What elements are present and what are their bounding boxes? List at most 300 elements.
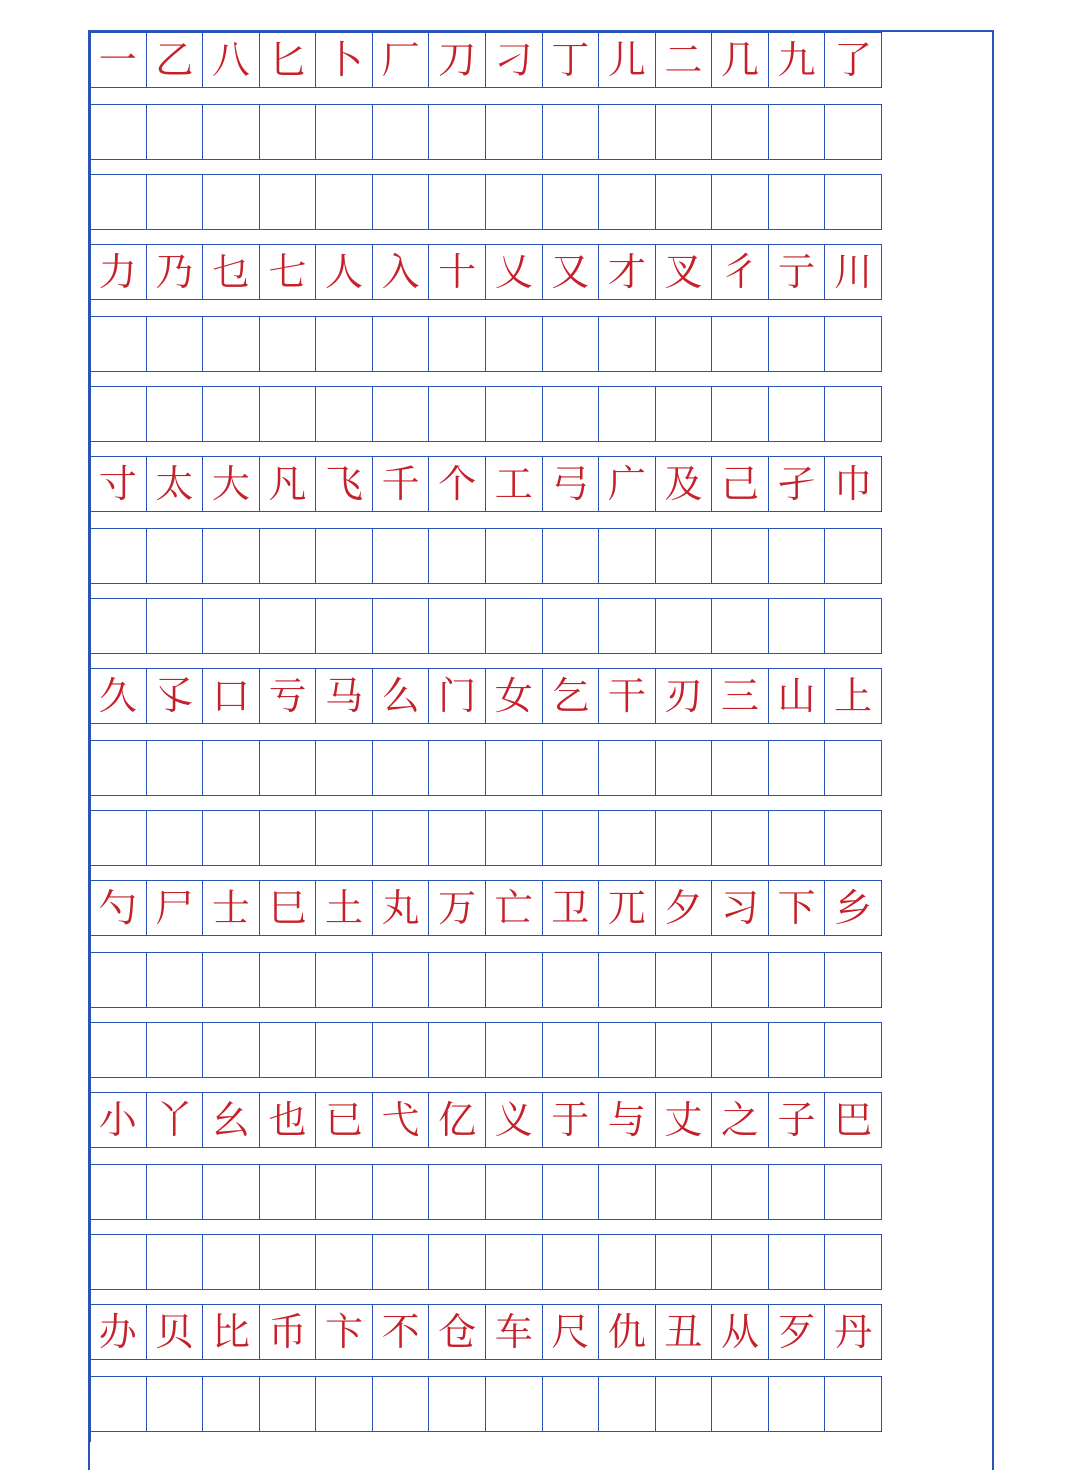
character-cell: 刀	[429, 33, 486, 87]
practice-row	[90, 740, 882, 796]
practice-cell[interactable]	[429, 529, 486, 583]
practice-cell[interactable]	[656, 1023, 713, 1077]
practice-cell[interactable]	[599, 1235, 656, 1289]
practice-cell[interactable]	[712, 811, 769, 865]
practice-cell[interactable]	[486, 811, 543, 865]
character-cell: 久	[90, 669, 147, 723]
practice-cell[interactable]	[486, 105, 543, 159]
practice-cell[interactable]	[486, 599, 543, 653]
character-cell: 三	[712, 669, 769, 723]
practice-cell[interactable]	[90, 1023, 147, 1077]
character-cell: 习	[712, 881, 769, 935]
practice-cell[interactable]	[825, 1165, 882, 1219]
practice-cell[interactable]	[429, 953, 486, 1007]
practice-cell[interactable]	[429, 811, 486, 865]
practice-row	[90, 810, 882, 866]
character-row	[90, 32, 882, 88]
practice-cell[interactable]	[316, 1377, 373, 1431]
character-cell: 丸	[373, 881, 430, 935]
practice-cell[interactable]	[203, 1235, 260, 1289]
practice-cell[interactable]	[90, 1235, 147, 1289]
practice-cell[interactable]	[769, 1235, 826, 1289]
character-cell: 一	[90, 33, 147, 87]
character-cell: 叉	[656, 245, 713, 299]
practice-cell[interactable]	[90, 1377, 147, 1431]
practice-cell[interactable]	[429, 741, 486, 795]
practice-cell[interactable]	[543, 1235, 600, 1289]
practice-cell[interactable]	[90, 1165, 147, 1219]
practice-cell[interactable]	[429, 317, 486, 371]
character-cell: 丑	[656, 1305, 713, 1359]
practice-cell[interactable]	[543, 529, 600, 583]
practice-cell[interactable]	[825, 317, 882, 371]
practice-cell[interactable]	[260, 175, 317, 229]
character-row	[90, 1304, 882, 1360]
character-cell: 勺	[90, 881, 147, 935]
practice-cell[interactable]	[203, 1023, 260, 1077]
practice-cell[interactable]	[90, 811, 147, 865]
practice-cell[interactable]	[656, 953, 713, 1007]
practice-cell[interactable]	[260, 387, 317, 441]
practice-cell[interactable]	[599, 811, 656, 865]
practice-cell[interactable]	[825, 105, 882, 159]
practice-cell[interactable]	[656, 529, 713, 583]
character-cell: 子	[769, 1093, 826, 1147]
practice-cell[interactable]	[203, 1165, 260, 1219]
practice-cell[interactable]	[147, 1377, 204, 1431]
practice-cell[interactable]	[769, 1023, 826, 1077]
practice-cell[interactable]	[543, 1023, 600, 1077]
character-cell: 孑	[769, 457, 826, 511]
character-cell: 口	[203, 669, 260, 723]
practice-cell[interactable]	[316, 811, 373, 865]
character-cell: 刁	[486, 33, 543, 87]
practice-cell[interactable]	[90, 175, 147, 229]
character-cell: 八	[203, 33, 260, 87]
practice-cell[interactable]	[429, 1377, 486, 1431]
character-cell: 下	[769, 881, 826, 935]
practice-cell[interactable]	[90, 105, 147, 159]
practice-cell[interactable]	[712, 1235, 769, 1289]
character-cell: 及	[656, 457, 713, 511]
character-cell: 寸	[90, 457, 147, 511]
practice-cell[interactable]	[712, 741, 769, 795]
practice-cell[interactable]	[486, 1377, 543, 1431]
character-cell: 乂	[486, 245, 543, 299]
practice-row	[90, 952, 882, 1008]
practice-cell[interactable]	[712, 317, 769, 371]
character-cell: 马	[316, 669, 373, 723]
character-cell: 不	[373, 1305, 430, 1359]
character-cell: 厂	[373, 33, 430, 87]
practice-cell[interactable]	[90, 387, 147, 441]
practice-cell[interactable]	[90, 741, 147, 795]
character-cell: 比	[203, 1305, 260, 1359]
practice-cell[interactable]	[373, 811, 430, 865]
practice-cell[interactable]	[769, 599, 826, 653]
character-cell: 刃	[656, 669, 713, 723]
character-cell: 了	[825, 33, 882, 87]
character-row	[90, 1092, 882, 1148]
character-cell: 丫	[147, 1093, 204, 1147]
practice-cell[interactable]	[203, 175, 260, 229]
character-cell: 乜	[203, 245, 260, 299]
practice-cell[interactable]	[486, 387, 543, 441]
practice-cell[interactable]	[373, 529, 430, 583]
practice-cell[interactable]	[486, 175, 543, 229]
practice-cell[interactable]	[203, 953, 260, 1007]
practice-cell[interactable]	[260, 105, 317, 159]
character-cell: 小	[90, 1093, 147, 1147]
character-cell: 贝	[147, 1305, 204, 1359]
character-cell: 丈	[656, 1093, 713, 1147]
character-cell: 从	[712, 1305, 769, 1359]
practice-cell[interactable]	[90, 317, 147, 371]
practice-cell[interactable]	[769, 105, 826, 159]
practice-row	[90, 1022, 882, 1078]
practice-cell[interactable]	[599, 741, 656, 795]
practice-cell[interactable]	[656, 105, 713, 159]
practice-cell[interactable]	[316, 1165, 373, 1219]
practice-cell[interactable]	[260, 1023, 317, 1077]
practice-cell[interactable]	[769, 317, 826, 371]
practice-row	[90, 316, 882, 372]
practice-cell[interactable]	[825, 1023, 882, 1077]
character-cell: 已	[316, 1093, 373, 1147]
character-cell: 丹	[825, 1305, 882, 1359]
practice-cell[interactable]	[316, 1023, 373, 1077]
character-cell: 彳	[712, 245, 769, 299]
character-cell: 广	[599, 457, 656, 511]
character-cell: 孓	[147, 669, 204, 723]
practice-cell[interactable]	[656, 387, 713, 441]
practice-cell[interactable]	[147, 105, 204, 159]
practice-cell[interactable]	[90, 529, 147, 583]
practice-cell[interactable]	[825, 175, 882, 229]
character-cell: 亡	[486, 881, 543, 935]
practice-cell[interactable]	[486, 1165, 543, 1219]
character-cell: 太	[147, 457, 204, 511]
practice-cell[interactable]	[373, 1235, 430, 1289]
character-cell: 七	[260, 245, 317, 299]
practice-cell[interactable]	[769, 1165, 826, 1219]
character-cell: 巴	[825, 1093, 882, 1147]
practice-cell[interactable]	[769, 387, 826, 441]
practice-cell[interactable]	[825, 953, 882, 1007]
practice-cell[interactable]	[260, 599, 317, 653]
practice-cell[interactable]	[712, 1377, 769, 1431]
practice-cell[interactable]	[825, 1377, 882, 1431]
practice-cell[interactable]	[825, 529, 882, 583]
practice-cell[interactable]	[316, 105, 373, 159]
practice-cell[interactable]	[429, 1235, 486, 1289]
character-cell: 儿	[599, 33, 656, 87]
character-cell: 仇	[599, 1305, 656, 1359]
practice-cell[interactable]	[599, 175, 656, 229]
practice-cell[interactable]	[373, 317, 430, 371]
practice-cell[interactable]	[429, 1165, 486, 1219]
practice-cell[interactable]	[656, 1377, 713, 1431]
character-cell: 巳	[260, 881, 317, 935]
practice-cell[interactable]	[486, 953, 543, 1007]
practice-cell[interactable]	[769, 529, 826, 583]
practice-cell[interactable]	[599, 317, 656, 371]
practice-cell[interactable]	[543, 811, 600, 865]
practice-cell[interactable]	[656, 741, 713, 795]
character-cell: 工	[486, 457, 543, 511]
practice-cell[interactable]	[147, 811, 204, 865]
practice-cell[interactable]	[656, 811, 713, 865]
character-cell: 与	[599, 1093, 656, 1147]
character-cell: 士	[203, 881, 260, 935]
practice-cell[interactable]	[486, 741, 543, 795]
practice-cell[interactable]	[656, 175, 713, 229]
character-cell: 义	[486, 1093, 543, 1147]
character-cell: 山	[769, 669, 826, 723]
character-cell: 又	[543, 245, 600, 299]
character-cell: 亿	[429, 1093, 486, 1147]
character-cell: 卞	[316, 1305, 373, 1359]
character-cell: 弋	[373, 1093, 430, 1147]
practice-cell[interactable]	[203, 741, 260, 795]
character-cell: 于	[543, 1093, 600, 1147]
character-row	[90, 456, 882, 512]
practice-cell[interactable]	[260, 741, 317, 795]
character-cell: 之	[712, 1093, 769, 1147]
practice-cell[interactable]	[543, 317, 600, 371]
character-cell: 亍	[769, 245, 826, 299]
practice-cell[interactable]	[316, 529, 373, 583]
character-cell: 兀	[599, 881, 656, 935]
practice-row	[90, 1376, 882, 1432]
character-cell: 乞	[543, 669, 600, 723]
practice-cell[interactable]	[656, 599, 713, 653]
practice-cell[interactable]	[543, 1377, 600, 1431]
practice-row	[90, 1164, 882, 1220]
practice-cell[interactable]	[543, 741, 600, 795]
practice-cell[interactable]	[825, 741, 882, 795]
practice-cell[interactable]	[486, 529, 543, 583]
practice-cell[interactable]	[316, 599, 373, 653]
practice-cell[interactable]	[147, 175, 204, 229]
character-cell: 夕	[656, 881, 713, 935]
character-cell: 乙	[147, 33, 204, 87]
practice-cell[interactable]	[543, 175, 600, 229]
practice-cell[interactable]	[712, 387, 769, 441]
practice-cell[interactable]	[543, 953, 600, 1007]
character-cell: 万	[429, 881, 486, 935]
practice-cell[interactable]	[712, 529, 769, 583]
practice-cell[interactable]	[712, 1165, 769, 1219]
practice-cell[interactable]	[260, 953, 317, 1007]
character-cell: 尸	[147, 881, 204, 935]
practice-cell[interactable]	[656, 317, 713, 371]
practice-cell[interactable]	[825, 811, 882, 865]
character-cell: 个	[429, 457, 486, 511]
practice-row	[90, 598, 882, 654]
character-cell: 女	[486, 669, 543, 723]
practice-cell[interactable]	[147, 741, 204, 795]
practice-cell[interactable]	[260, 811, 317, 865]
practice-cell[interactable]	[486, 1023, 543, 1077]
practice-row	[90, 104, 882, 160]
character-cell: 弓	[543, 457, 600, 511]
character-cell: 川	[825, 245, 882, 299]
character-cell: 飞	[316, 457, 373, 511]
practice-cell[interactable]	[825, 1235, 882, 1289]
practice-cell[interactable]	[543, 387, 600, 441]
practice-cell[interactable]	[599, 387, 656, 441]
practice-cell[interactable]	[373, 1023, 430, 1077]
practice-cell[interactable]	[599, 529, 656, 583]
practice-cell[interactable]	[373, 599, 430, 653]
practice-cell[interactable]	[712, 953, 769, 1007]
practice-cell[interactable]	[203, 811, 260, 865]
character-row	[90, 244, 882, 300]
practice-cell[interactable]	[429, 1023, 486, 1077]
practice-cell[interactable]	[147, 953, 204, 1007]
character-cell: 么	[373, 669, 430, 723]
character-row	[90, 880, 882, 936]
practice-cell[interactable]	[486, 1235, 543, 1289]
practice-cell[interactable]	[599, 1377, 656, 1431]
practice-cell[interactable]	[203, 1377, 260, 1431]
practice-cell[interactable]	[316, 387, 373, 441]
practice-cell[interactable]	[90, 599, 147, 653]
practice-row	[90, 1234, 882, 1290]
character-cell: 仓	[429, 1305, 486, 1359]
character-cell: 二	[656, 33, 713, 87]
character-cell: 入	[373, 245, 430, 299]
practice-cell[interactable]	[316, 953, 373, 1007]
character-cell: 干	[599, 669, 656, 723]
practice-cell[interactable]	[712, 175, 769, 229]
practice-row	[90, 528, 882, 584]
practice-cell[interactable]	[429, 175, 486, 229]
character-cell: 人	[316, 245, 373, 299]
practice-cell[interactable]	[429, 599, 486, 653]
character-cell: 也	[260, 1093, 317, 1147]
practice-cell[interactable]	[543, 1165, 600, 1219]
character-cell: 歹	[769, 1305, 826, 1359]
practice-cell[interactable]	[543, 105, 600, 159]
character-row	[90, 668, 882, 724]
character-cell: 凡	[260, 457, 317, 511]
practice-cell[interactable]	[599, 1023, 656, 1077]
practice-cell[interactable]	[486, 317, 543, 371]
practice-cell[interactable]	[712, 105, 769, 159]
character-cell: 九	[769, 33, 826, 87]
character-cell: 卫	[543, 881, 600, 935]
practice-cell[interactable]	[543, 599, 600, 653]
character-cell: 大	[203, 457, 260, 511]
practice-cell[interactable]	[373, 175, 430, 229]
character-cell: 千	[373, 457, 430, 511]
practice-cell[interactable]	[599, 105, 656, 159]
practice-cell[interactable]	[316, 741, 373, 795]
character-cell: 匕	[260, 33, 317, 87]
practice-cell[interactable]	[769, 811, 826, 865]
character-cell: 乡	[825, 881, 882, 935]
character-cell: 几	[712, 33, 769, 87]
practice-cell[interactable]	[373, 953, 430, 1007]
practice-cell[interactable]	[599, 1165, 656, 1219]
character-cell: 车	[486, 1305, 543, 1359]
character-cell: 幺	[203, 1093, 260, 1147]
practice-cell[interactable]	[90, 953, 147, 1007]
practice-cell[interactable]	[599, 599, 656, 653]
practice-cell[interactable]	[373, 387, 430, 441]
practice-cell[interactable]	[147, 387, 204, 441]
practice-cell[interactable]	[316, 317, 373, 371]
grid-left-border	[90, 32, 91, 1442]
practice-cell[interactable]	[429, 105, 486, 159]
character-cell: 上	[825, 669, 882, 723]
practice-cell[interactable]	[260, 1235, 317, 1289]
character-cell: 门	[429, 669, 486, 723]
practice-cell[interactable]	[203, 599, 260, 653]
character-cell: 十	[429, 245, 486, 299]
character-cell: 己	[712, 457, 769, 511]
practice-cell[interactable]	[260, 1165, 317, 1219]
practice-cell[interactable]	[373, 1165, 430, 1219]
practice-cell[interactable]	[260, 1377, 317, 1431]
character-cell: 丁	[543, 33, 600, 87]
practice-cell[interactable]	[769, 741, 826, 795]
character-cell: 币	[260, 1305, 317, 1359]
character-cell: 土	[316, 881, 373, 935]
character-cell: 才	[599, 245, 656, 299]
practice-cell[interactable]	[316, 175, 373, 229]
character-cell: 力	[90, 245, 147, 299]
practice-cell[interactable]	[203, 387, 260, 441]
character-cell: 卜	[316, 33, 373, 87]
practice-cell[interactable]	[769, 953, 826, 1007]
practice-row	[90, 174, 882, 230]
practice-cell[interactable]	[147, 317, 204, 371]
practice-cell[interactable]	[316, 1235, 373, 1289]
practice-cell[interactable]	[147, 529, 204, 583]
practice-cell[interactable]	[373, 105, 430, 159]
practice-cell[interactable]	[147, 1165, 204, 1219]
practice-cell[interactable]	[712, 1023, 769, 1077]
practice-cell[interactable]	[712, 599, 769, 653]
character-cell: 亏	[260, 669, 317, 723]
character-cell: 尺	[543, 1305, 600, 1359]
practice-cell[interactable]	[203, 105, 260, 159]
practice-cell[interactable]	[203, 529, 260, 583]
character-cell: 巾	[825, 457, 882, 511]
practice-cell[interactable]	[429, 387, 486, 441]
practice-cell[interactable]	[373, 1377, 430, 1431]
character-cell: 乃	[147, 245, 204, 299]
practice-cell[interactable]	[147, 599, 204, 653]
practice-cell[interactable]	[373, 741, 430, 795]
practice-cell[interactable]	[656, 1235, 713, 1289]
practice-cell[interactable]	[769, 175, 826, 229]
practice-cell[interactable]	[656, 1165, 713, 1219]
practice-cell[interactable]	[147, 1235, 204, 1289]
practice-cell[interactable]	[260, 317, 317, 371]
practice-cell[interactable]	[769, 1377, 826, 1431]
practice-cell[interactable]	[825, 599, 882, 653]
practice-cell[interactable]	[203, 317, 260, 371]
practice-cell[interactable]	[147, 1023, 204, 1077]
practice-cell[interactable]	[825, 387, 882, 441]
practice-cell[interactable]	[599, 953, 656, 1007]
practice-cell[interactable]	[260, 529, 317, 583]
practice-row	[90, 386, 882, 442]
